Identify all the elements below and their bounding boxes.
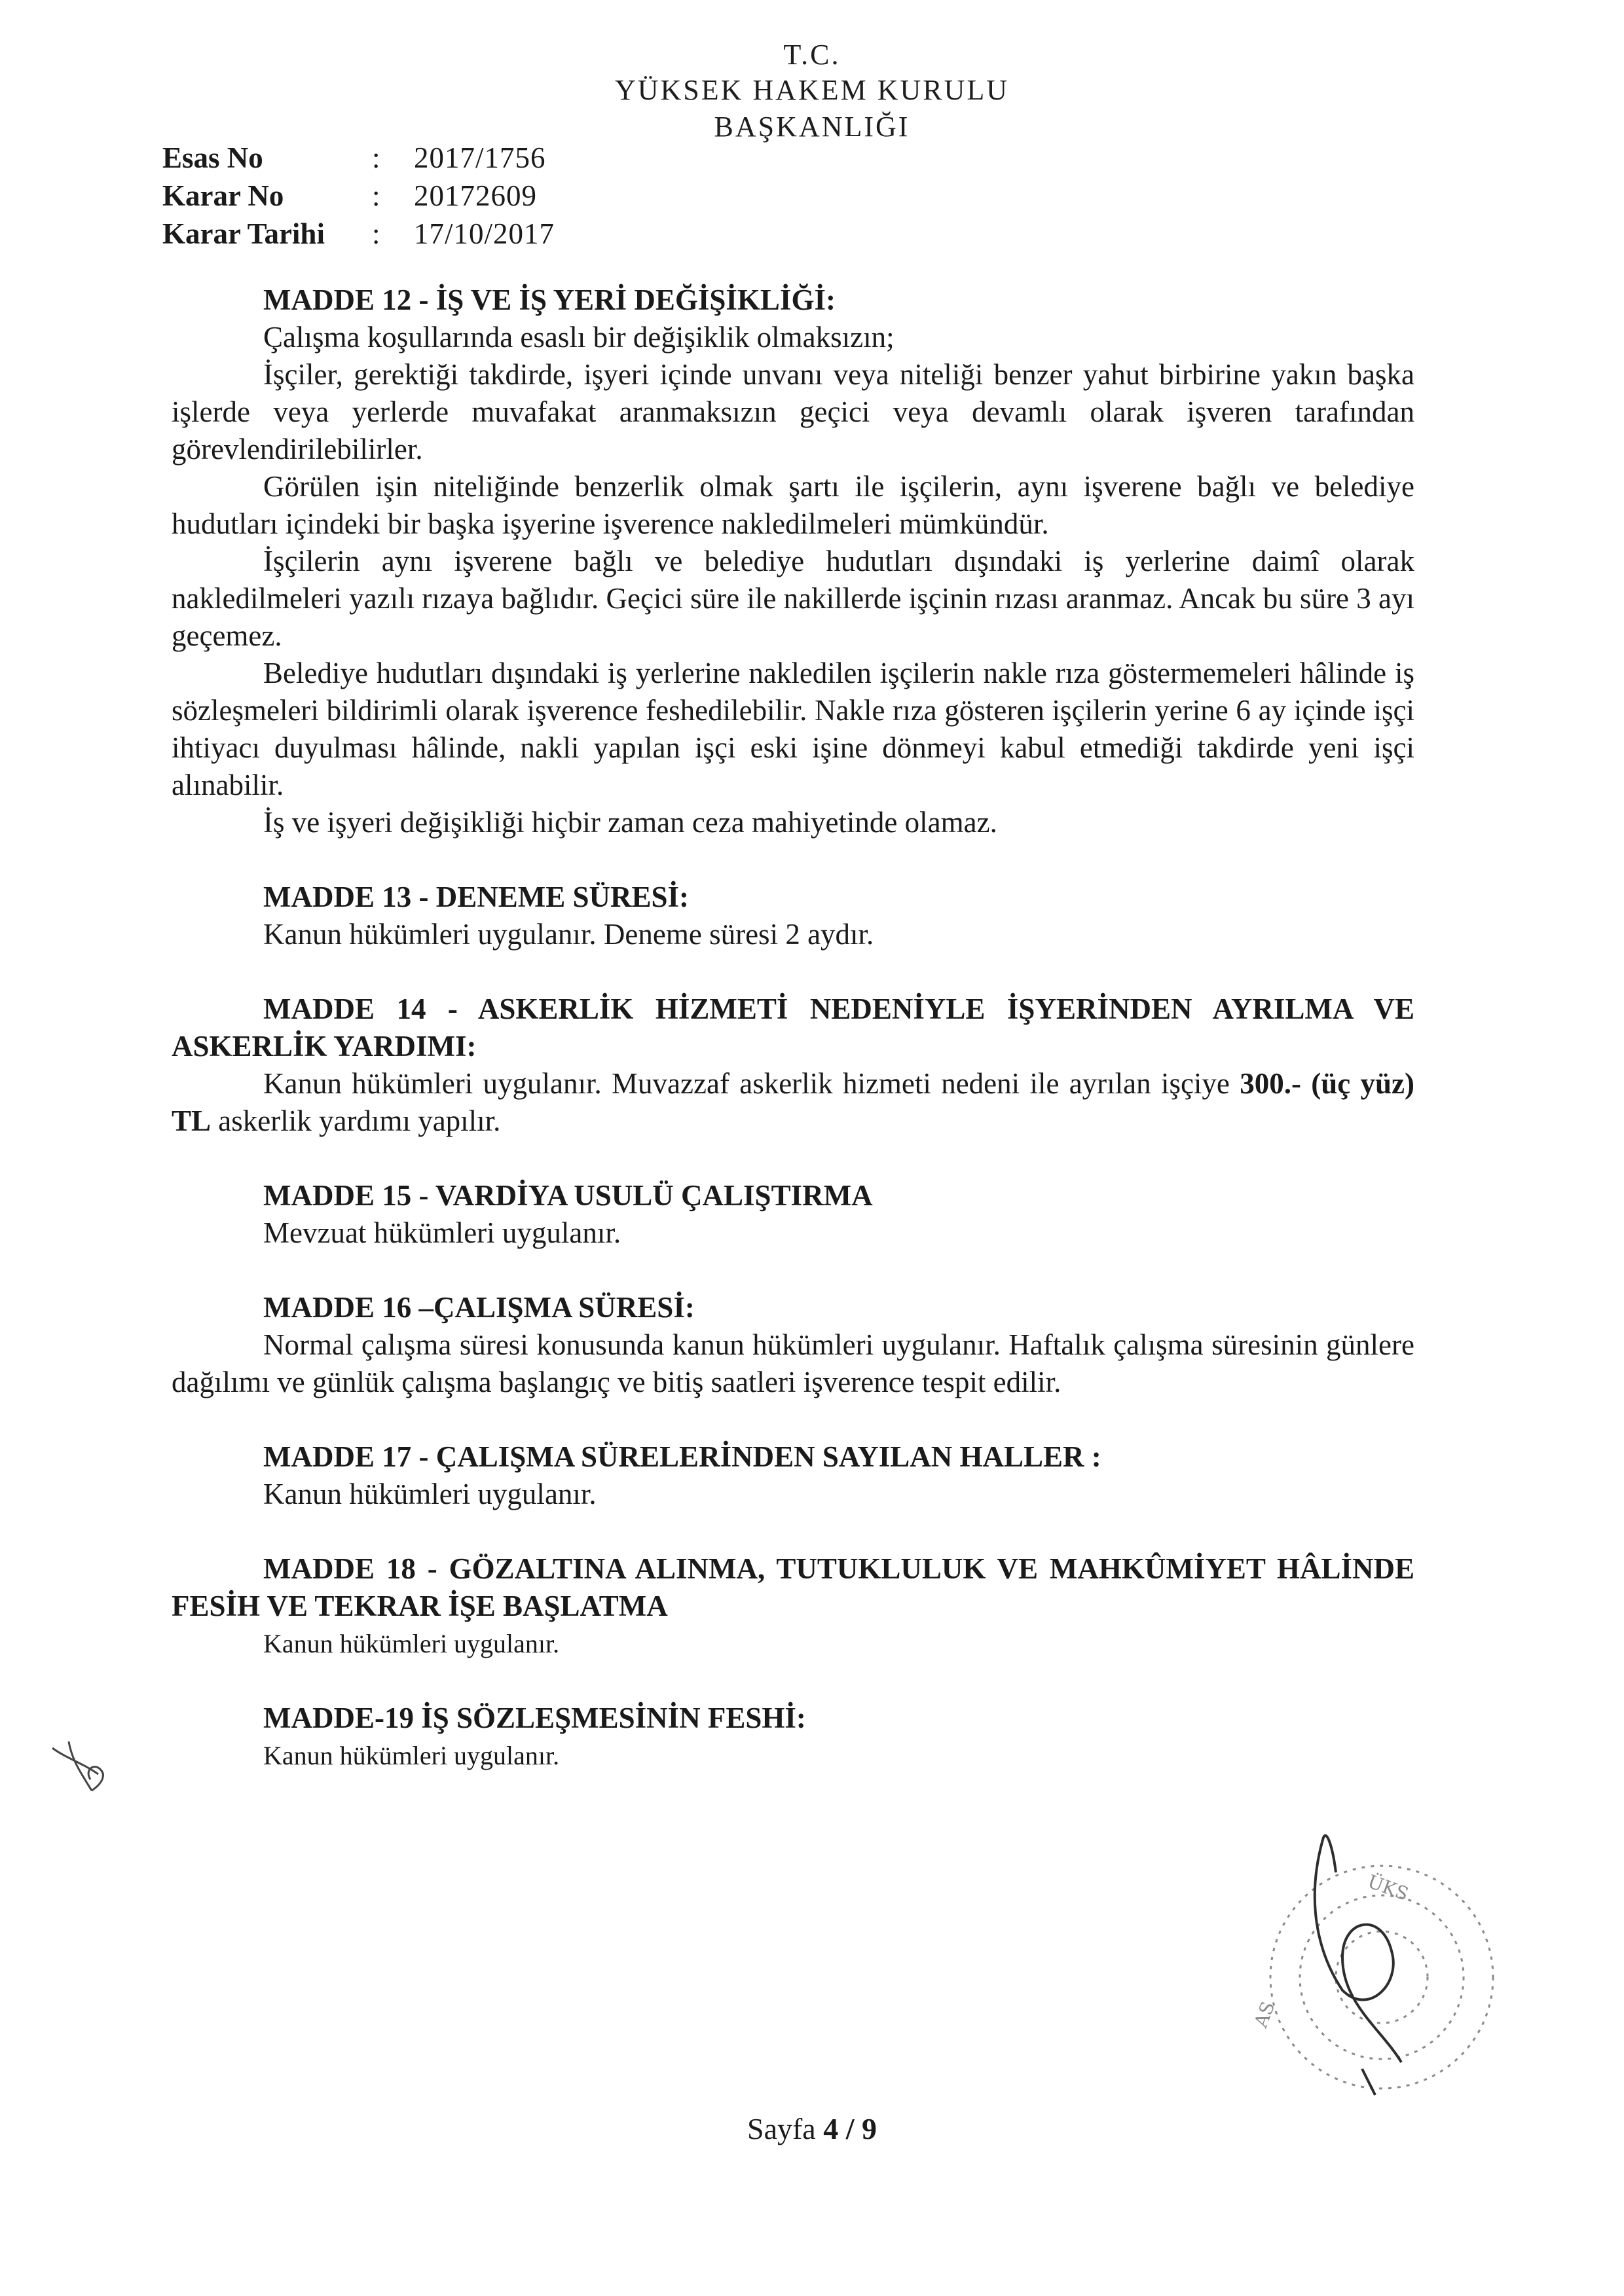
page-label: Sayfa [747,2112,824,2145]
official-stamp-and-signature [1244,1820,1519,2102]
article-17-p1: Kanun hükümleri uygulanır. [263,1478,597,1510]
case-info-karar [162,177,555,215]
article-12-p5: Belediye hudutları dışındaki iş yerlerine nakledilen işçilerin nakle rıza göstermemeleri hâlinde iş sözleşmeleri bildirimli olarak işverence feshedilebilir. Nakle rıza gösteren işçilerin yerine 6 ay içinde işçi ihtiyacı duyulması hâlinde, nakli yapılan işçi eski işine dönmeyi kabul etmediği takdirde yeni işçi alınabilir. [172,657,1414,801]
header-tc: T.C. [783,39,841,71]
article-14-p1 [172,1065,1414,1140]
tarih-value: 17/10/2017 [414,217,555,250]
article-12-p3: Görülen işin niteliğinde benzerlik olmak şartı ile işçilerin, aynı işverene bağlı ve belediye hudutları içindeki bir başka işyerine işverence nakledilmeleri mümkündür. [172,470,1414,540]
spacer [172,1401,1414,1438]
spacer [172,1252,1414,1289]
header-institution: YÜKSEK HAKEM KURULU [614,74,1010,106]
handwritten-initial-mark [46,1728,124,1800]
article-14-p1-end: askerlik yardımı yapılır. [211,1104,501,1137]
signature-stroke [1315,1836,1401,2095]
spacer [172,1662,1414,1700]
spacer [172,953,1414,991]
spacer [172,841,1414,879]
stamp-circle [1270,1866,1493,2088]
page-footer [0,2111,1624,2146]
article-13-p1: Kanun hükümleri uygulanır. Deneme süresi 2 aydır. [263,918,874,951]
article-13-title: MADDE 13 - DENEME SÜRESİ: [263,881,690,913]
page-number: 4 / 9 [823,2112,877,2145]
article-17-title: MADDE 17 - ÇALIŞMA SÜRELERİNDEN SAYILAN HALLER : [263,1440,1101,1473]
karar-colon: : [372,179,380,212]
article-12-title: MADDE 12 - İŞ VE İŞ YERİ DEĞİŞİKLİĞİ: [263,283,836,316]
article-16-title: MADDE 16 –ÇALIŞMA SÜRESİ: [263,1291,695,1324]
esas-value: 2017/1756 [414,141,546,174]
case-info-esas [162,139,555,177]
article-12-p2: İşçiler, gerektiği takdirde, işyeri içinde unvanı veya niteliği benzer yahut birbirine yakın başka işlerde veya yerlerde muvafakat aranmaksızın geçici veya devamlı olarak işveren tarafından görevlendirilebilirler. [172,358,1414,465]
article-12-p6: İş ve işyeri değişikliği hiçbir zaman ceza mahiyetinde olamaz. [263,806,997,839]
article-19-p1: Kanun hükümleri uygulanır. [263,1741,560,1770]
case-info-block [162,139,555,253]
article-15-p1: Mevzuat hükümleri uygulanır. [263,1216,621,1249]
karar-label: Karar No [162,179,284,212]
article-14-p1-start: Kanun hükümleri uygulanır. Muvazzaf askerlik hizmeti nedeni ile ayrılan işçiye [263,1067,1240,1100]
article-18-title: MADDE 18 - GÖZALTINA ALINMA, TUTUKLULUK VE MAHKÛMİYET HÂLİNDE FESİH VE TEKRAR İŞE BAŞLATMA [172,1552,1414,1622]
article-12-p4: İşçilerin aynı işverene bağlı ve belediye hudutları dışındaki iş yerlerine daimî olarak nakledilmeleri yazılı rızaya bağlıdır. Geçici süre ile nakillerde işçinin rızası aranmaz. Ancak bu süre 3 ayı geçemez. [172,545,1414,652]
article-14-amount: 300.- (üç yüz) TL [172,1067,1414,1137]
spacer [172,1513,1414,1550]
karar-value: 20172609 [414,179,537,212]
tarih-colon: : [372,217,380,250]
article-14-title: MADDE 14 - ASKERLİK HİZMETİ NEDENİYLE İŞYERİNDEN AYRILMA VE ASKERLİK YARDIMI: [172,993,1414,1063]
stamp-text-fragment-1: ÜKS [1365,1870,1412,1905]
article-19-title: MADDE-19 İŞ SÖZLEŞMESİNİN FESHİ: [263,1702,806,1734]
esas-label: Esas No [162,141,263,174]
stamp-text-fragment-2: AS [1249,1998,1280,2031]
tarih-label: Karar Tarihi [162,217,325,250]
esas-colon: : [372,141,380,174]
case-info-tarih [162,215,555,253]
article-16-p1: Normal çalışma süresi konusunda kanun hükümleri uygulanır. Haftalık çalışma süresinin günlere dağılımı ve günlük çalışma başlangıç ve bitiş saatleri işverence tespit edilir. [172,1328,1414,1398]
article-12-p1: Çalışma koşullarında esaslı bir değişiklik olmaksızın; [263,321,895,354]
spacer [172,1140,1414,1177]
article-15-title: MADDE 15 - VARDİYA USULÜ ÇALIŞTIRMA [263,1179,873,1212]
header-department: BAŞKANLIĞI [714,111,910,143]
document-body [172,282,1414,1774]
article-18-p1: Kanun hükümleri uygulanır. [263,1629,560,1658]
